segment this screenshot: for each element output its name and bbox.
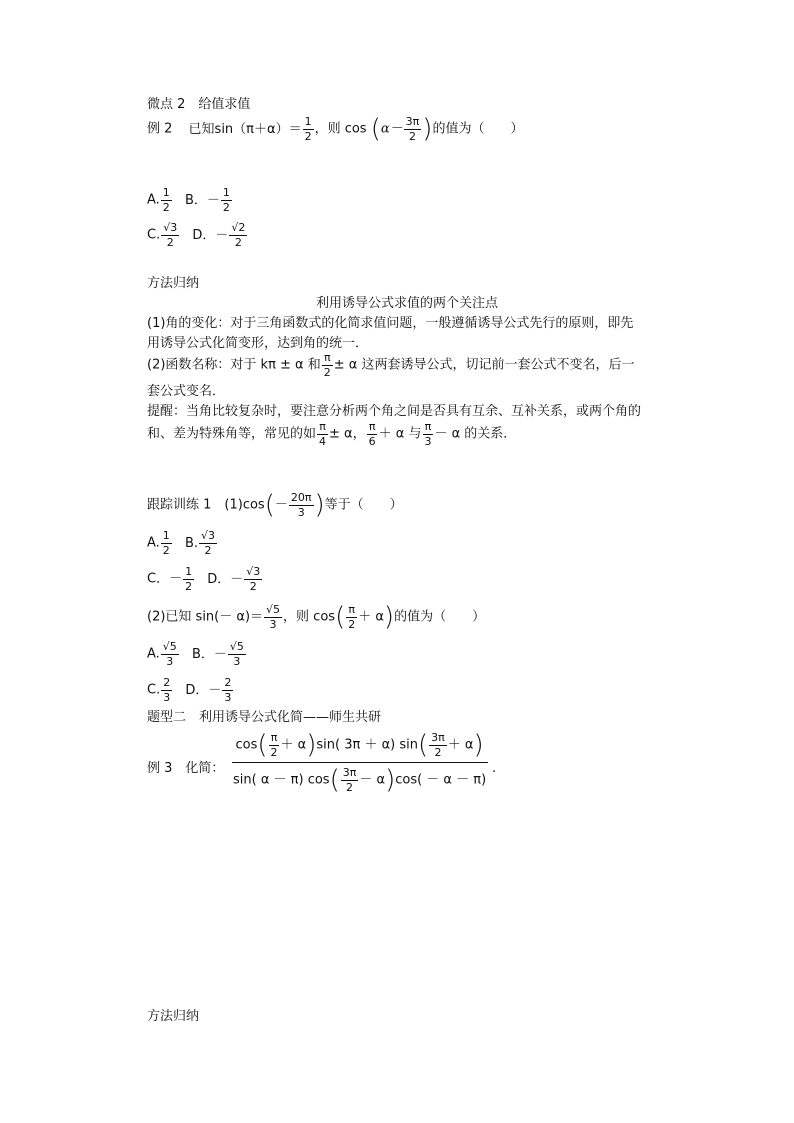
notes-p3-frac2: $\frac{\pi}{6}$	[368, 420, 376, 448]
example-2-label: 例 2	[147, 121, 173, 137]
notes-heading: 利用诱导公式求值的两个关注点	[316, 296, 499, 311]
notes-p1-line1: (1)角的变化：对于三角函数式的化简求值问题，一般遵循诱导公式先行的原则，即先	[147, 316, 634, 331]
p1-option-c-frac: $\frac{1}{2}$	[185, 565, 193, 593]
type2-title: 题型二 利用诱导公式化简——师生共研	[147, 710, 382, 725]
practice2-question: (2)已知 sin(－ α)＝ $\frac{√5}{3}$ ，则 cos( $\frac{\pi}{2}$ ＋ α)的值为（ ）	[147, 602, 486, 633]
notes-p2-frac: $\frac{\pi}{2}$	[323, 351, 331, 379]
practice1-options-row2: C．－ $\frac{1}{2}$ D．－ $\frac{√3}{2}$	[147, 565, 261, 593]
p2-option-a-frac: $\frac{√5}{3}$	[162, 640, 177, 668]
method-title-2: 方法归纳	[147, 1009, 200, 1024]
p1-option-b-frac: $\frac{√3}{2}$	[201, 529, 216, 557]
p1-option-a-frac: $\frac{1}{2}$	[162, 529, 170, 557]
notes-p2-line1: (2)函数名称：对于 kπ ± α 和 $\frac{\pi}{2}$ ± α 这两套诱导公式，切记前一套公式不变名，后一	[147, 351, 635, 379]
example-2-text-mid: ，则 cos	[314, 121, 367, 137]
example-2-text-post: 的值为（ ）	[432, 121, 524, 137]
example-2-text-pre: 已知sin（π＋α）＝	[188, 121, 302, 137]
option-a-frac: $\frac{1}{2}$	[162, 186, 170, 214]
notes-p3-line1: 提醒：当角比较复杂时，要注意分析两个角之间是否具有互余、互补关系，或两个角的	[147, 404, 642, 419]
p2-option-c-frac: $\frac{2}{3}$	[163, 676, 171, 704]
notes-p3-frac1: $\frac{\pi}{4}$	[319, 420, 327, 448]
example-2-frac-half: $\frac{1}{2}$	[304, 115, 312, 143]
method-title: 方法归纳	[147, 276, 200, 291]
example-2: 例 2 已知sin（π＋α）＝ $\frac{1}{2}$ ，则 cos (α－ $\frac{3\pi}{2}$ )的值为（ ）	[147, 114, 524, 145]
practice1-options-row1: A. $\frac{1}{2}$ B. $\frac{√3}{2}$	[147, 529, 216, 557]
example-2-three-pi: $\frac{3\pi}{2}$	[405, 115, 420, 143]
practice2-options-row1: A. $\frac{√5}{3}$ B．－ $\frac{√5}{3}$	[147, 640, 244, 668]
example-3-label: 例 3 化简：	[147, 761, 225, 776]
practice1-frac: $\frac{20\pi}{3}$	[290, 491, 312, 519]
example-3-numerator: cos( $\frac{\pi}{2}$ ＋ α)sin( 3π ＋ α) sin( $\frac{3\pi}{2}$ ＋ α)	[232, 732, 488, 763]
p2-option-b-frac: $\frac{√5}{3}$	[229, 640, 244, 668]
practice2-inner-frac: $\frac{\pi}{2}$	[348, 603, 356, 631]
ex2-options-row1: A. $\frac{1}{2}$ B．－ $\frac{1}{2}$	[147, 186, 230, 214]
p2-option-d-frac: $\frac{2}{3}$	[224, 676, 232, 704]
practice2-options-row2: C. $\frac{2}{3}$ D．－ $\frac{2}{3}$	[147, 676, 232, 704]
example-2-alpha-minus: α－	[380, 121, 403, 137]
notes-p3-line2: 和、差为特殊角等，常见的如 $\frac{\pi}{4}$ ± α， $\frac{\pi}{6}$ ＋ α 与 $\frac{\pi}{3}$ － α 的关系．	[147, 420, 517, 448]
example-3-denominator: sin( α － π) cos( $\frac{3\pi}{2}$ － α)cos( － α － π)	[233, 765, 487, 796]
example-3-end: .	[492, 761, 497, 776]
practice2-frac: $\frac{√5}{3}$	[266, 603, 281, 631]
notes-p2-line2: 套公式变名．	[147, 384, 226, 399]
option-c-frac: $\frac{√3}{2}$	[163, 221, 178, 249]
p1-option-d-frac: $\frac{√3}{2}$	[246, 565, 261, 593]
notes-p3-frac3: $\frac{\pi}{3}$	[424, 420, 432, 448]
practice1-question: 跟踪训练 1 (1)cos(－ $\frac{20\pi}{3}$ )等于（ ）	[147, 490, 403, 521]
section-title: 微点 2 给值求值	[147, 97, 251, 112]
notes-p1-line2: 用诱导公式化简变形，达到角的统一．	[147, 336, 369, 351]
option-d-frac: $\frac{√2}{2}$	[231, 221, 246, 249]
ex2-options-row2: C. $\frac{√3}{2}$ D．－ $\frac{√2}{2}$	[147, 221, 246, 249]
example-3-expression	[229, 730, 490, 796]
option-b-frac: $\frac{1}{2}$	[222, 186, 230, 214]
